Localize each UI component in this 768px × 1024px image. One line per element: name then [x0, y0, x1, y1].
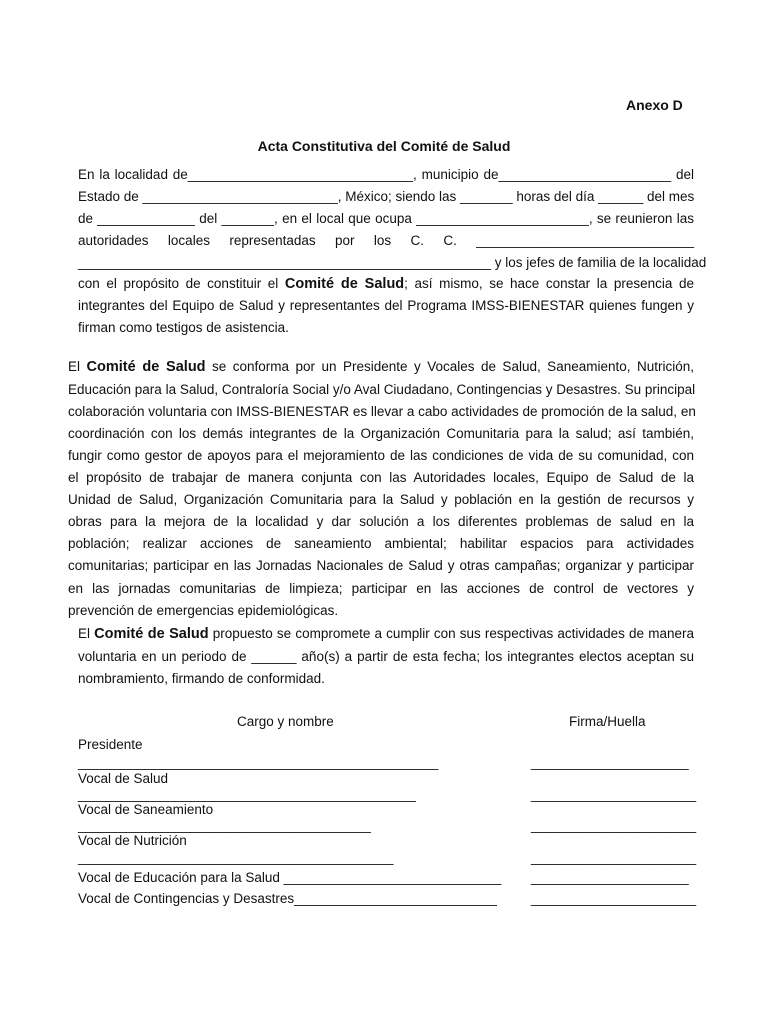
firma-line-vocal-nutricion: ______________________ [531, 850, 697, 865]
para1-line: de _____________ del _______, en el local que ocupa _______________________, se reunieron las [78, 211, 694, 226]
para1-line: con el propósito de constituir el Comité de Salud; así mismo, se hace constar la presencia de [78, 276, 694, 292]
cargo-row-vocal-educacion: Vocal de Educación para la Salud _____________________________ [78, 870, 502, 885]
para3-line: El Comité de Salud propuesto se compromete a cumplir con sus respectivas actividades de manera [78, 626, 694, 642]
para2-line: colaboración voluntaria con IMSS-BIENESTAR es llevar a cabo actividades de promoción de la salud, en [68, 404, 696, 419]
cargo-label-presidente: Presidente [78, 737, 143, 752]
para2-line: El Comité de Salud se conforma por un Presidente y Vocales de Salud, Saneamiento, Nutrición, [68, 359, 694, 375]
para2-line: obras para la mejora de la localidad y dar solución a los diferentes problemas de salud en la [68, 514, 694, 529]
para2-line: comunitarias; participar en las Jornadas Nacionales de Salud y otras campañas; organizar y participar [68, 558, 694, 573]
para2-line: prevención de emergencias epidemiológicas. [68, 603, 339, 618]
para1-line: autoridades locales representadas por los C. C. _____________________________ [78, 233, 694, 248]
para2-line: Unidad de Salud, Organización Comunitaria para la Salud y población en la gestión de recursos y [68, 492, 694, 507]
firma-line-vocal-educacion: _____________________ [531, 870, 689, 885]
firma-line-vocal-contingencias: ______________________ [531, 891, 697, 906]
firma-column-header: Firma/Huella [569, 714, 646, 729]
name-line-presidente: ________________________________________________ [78, 755, 439, 770]
para2-line: coordinación con los demás integrantes de la Organización Comunitaria para la salud; así también, [68, 426, 694, 441]
firma-line-presidente: _____________________ [531, 755, 689, 770]
document-title: Acta Constitutiva del Comité de Salud [257, 138, 511, 154]
cargo-column-header: Cargo y nombre [237, 714, 334, 729]
para3-line: nombramiento, firmando de conformidad. [78, 671, 325, 686]
name-line-vocal-salud: _____________________________________________ [78, 787, 416, 802]
committee-name: Comité de Salud [94, 626, 209, 642]
committee-name: Comité de Salud [86, 359, 206, 375]
para2-line: población; realizar acciones de saneamiento ambiental; habilitar espacios para actividades [68, 536, 694, 551]
para2-line: el propósito de trabajar de manera conjunta con las Autoridades locales, Equipo de Salud de la [68, 470, 694, 485]
para1-line: integrantes del Equipo de Salud y representantes del Programa IMSS-BIENESTAR quienes fungen y [78, 298, 694, 313]
para2-line: en las jornadas comunitarias de limpieza; participar en las acciones de control de vectores y [68, 581, 694, 596]
firma-line-vocal-salud: ______________________ [531, 787, 697, 802]
cargo-row-vocal-contingencias: Vocal de Contingencias y Desastres___________________________ [78, 891, 497, 906]
name-line-vocal-saneamiento: _______________________________________ [78, 818, 371, 833]
para1-line: Estado de __________________________, México; siendo las _______ horas del día ______ del mes [78, 189, 695, 204]
para2-line: Educación para la Salud, Contraloría Social y/o Aval Ciudadano, Contingencias y Desastres. Su principal [68, 382, 696, 397]
cargo-label-vocal-nutricion: Vocal de Nutrición [78, 833, 187, 848]
para2-line: fungir como gestor de apoyos para el mejoramiento de las condiciones de vida de su comunidad, con [68, 448, 694, 463]
firma-line-vocal-saneamiento: ______________________ [531, 818, 697, 833]
para1-line: firman como testigos de asistencia. [78, 320, 289, 335]
cargo-label-vocal-saneamiento: Vocal de Saneamiento [78, 802, 214, 817]
cargo-label-vocal-salud: Vocal de Salud [78, 771, 169, 786]
name-line-vocal-nutricion: __________________________________________ [78, 850, 394, 865]
annex-label: Anexo D [626, 97, 683, 113]
para1-line: _______________________________________________________ y los jefes de familia de la localidad [78, 255, 707, 270]
para1-line: En la localidad de______________________________, municipio de_______________________ del [78, 167, 694, 182]
committee-name: Comité de Salud [284, 276, 405, 292]
para3-line: voluntaria en un periodo de ______ año(s) a partir de esta fecha; los integrantes electos aceptan su [78, 649, 694, 664]
